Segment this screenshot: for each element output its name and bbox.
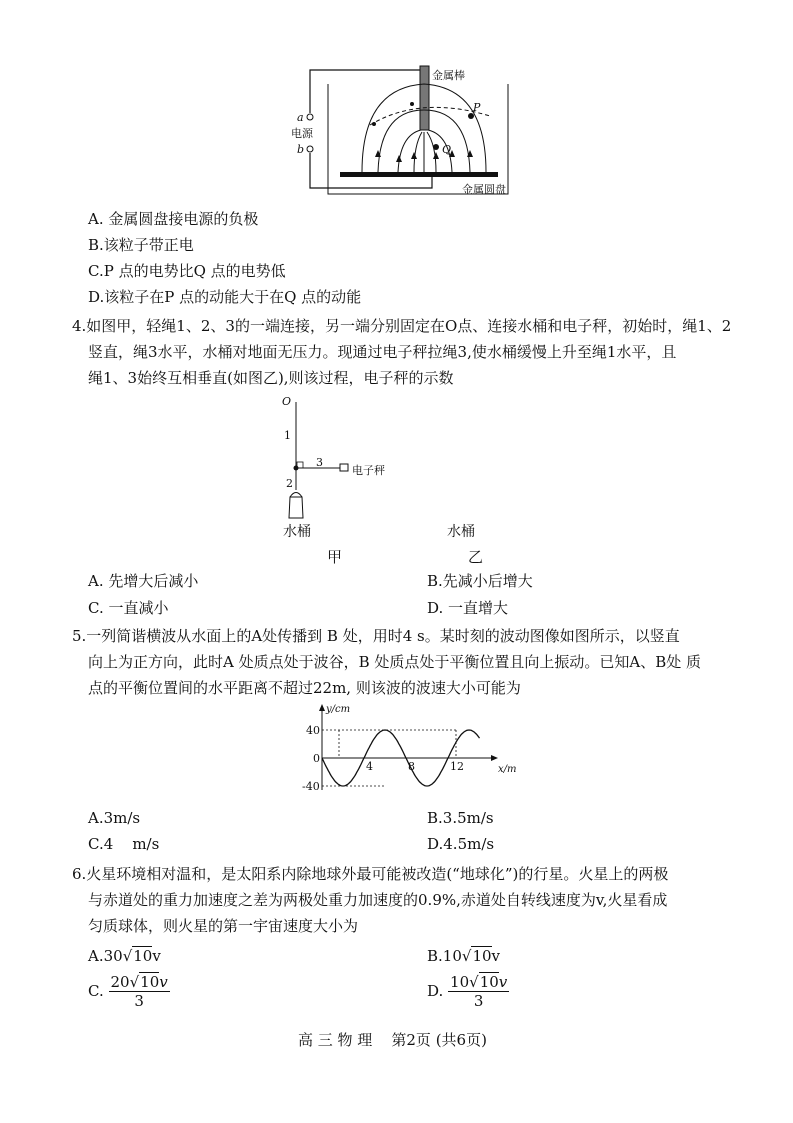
x-tick-12: 12: [450, 760, 464, 773]
rope3-label: 3: [316, 456, 323, 469]
x-axis-label: x/m: [498, 764, 517, 775]
q5-option-a: A.3m/s: [88, 809, 141, 827]
q4-stem-1: 4.如图甲，轻绳1、2、3的一端连接，另一端分别固定在O点、连接水桶和电子秤，初始时，绳1、2: [72, 317, 732, 335]
q6-option-a: A.30√10v: [88, 947, 161, 965]
y-tick-neg40: -40: [302, 780, 320, 793]
point-q-label: Q: [442, 143, 452, 156]
q5-stem-1: 5.一列简谐横波从水面上的A处传播到 B 处，用时4 s。某时刻的波动图像如图所示，以竖直: [72, 627, 680, 645]
label-a: a: [297, 111, 304, 124]
q6-stem-2: 与赤道处的重力加速度之差为两极处重力加速度的0.9%,赤道处自转线速度为v,火星看成: [88, 891, 668, 909]
yi-label: 乙: [468, 548, 484, 566]
q4-stem-2: 竖直，绳3水平，水桶对地面无压力。现通过电子秤拉绳3,使水桶缓慢上升至绳1水平，且: [88, 343, 677, 361]
power-label: 电源: [291, 127, 313, 140]
y-tick-0: 0: [313, 752, 320, 765]
bucket-left-label: 水桶: [283, 524, 311, 540]
q6-option-d: D. $\frac{10√10v}{3}$: [427, 972, 508, 1010]
q5-stem-2: 向上为正方向，此时A 处质点处于波谷，B 处质点处于平衡位置且向上振动。已知A、B处 质: [88, 653, 702, 671]
q6-stem-1: 6.火星环境相对温和，是太阳系内除地球外最可能被改造(“地球化”)的行星。火星上的两极: [72, 865, 669, 883]
y-axis-label: y/cm: [326, 704, 351, 715]
q3-option-c: C.P 点的电势比Q 点的电势低: [88, 262, 286, 280]
rope2-label: 2: [286, 477, 293, 490]
q6-option-c: C. $\frac{20√10v}{3}$: [88, 972, 168, 1010]
q3-option-d: D.该粒子在P 点的动能大于在Q 点的动能: [88, 288, 362, 306]
q4-option-a: A. 先增大后减小: [88, 572, 199, 590]
y-tick-40: 40: [306, 724, 320, 737]
scale-label: 电子秤: [352, 464, 385, 477]
q5-stem-3: 点的平衡位置间的水平距离不超过22m, 则该波的波速大小可能为: [88, 679, 521, 697]
q3-option-a: A. 金属圆盘接电源的负极: [88, 210, 259, 228]
q4-stem-3: 绳1、3始终互相垂直(如图乙),则该过程，电子秤的示数: [88, 369, 454, 387]
metal-disk-label: 金属圆盘: [462, 183, 506, 196]
q5-option-c: C.4 m/s: [88, 835, 160, 853]
q6-stem-3: 匀质球体，则火星的第一宇宙速度大小为: [88, 917, 359, 935]
x-tick-4: 4: [366, 760, 373, 773]
rope1-label: 1: [284, 429, 291, 442]
q4-option-d: D. 一直增大: [427, 599, 509, 617]
q5-option-b: B.3.5m/s: [427, 809, 494, 827]
jia-label: 甲: [327, 548, 343, 566]
q4-option-b: B.先减小后增大: [427, 572, 533, 590]
label-b: b: [297, 143, 305, 156]
bucket-right-label: 水桶: [447, 524, 475, 540]
q3-option-b: B.该粒子带正电: [88, 236, 194, 254]
q5-option-d: D.4.5m/s: [427, 835, 495, 853]
q4-option-c: C. 一直减小: [88, 599, 169, 617]
page-footer: 高 三 物 理 第2页 (共6页): [298, 1031, 487, 1049]
metal-rod-label: 金属棒: [432, 69, 465, 82]
label-o: O: [282, 395, 292, 408]
x-tick-8: 8: [408, 760, 415, 773]
point-p-label: P: [473, 101, 481, 114]
q6-option-b: B.10√10v: [427, 947, 501, 965]
